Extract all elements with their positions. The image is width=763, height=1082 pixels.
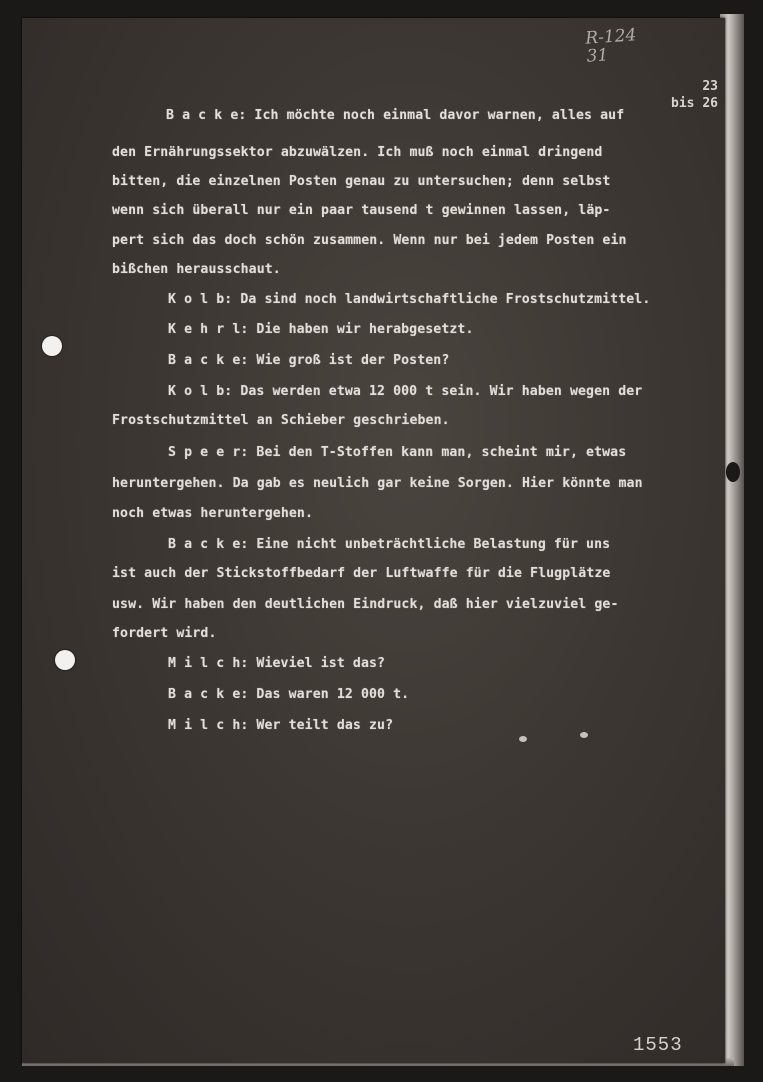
punch-hole-top (42, 336, 62, 356)
text-line-20: B a c k e: Das waren 12 000 t. (168, 687, 410, 702)
page-range (648, 78, 718, 112)
paper-edge-notch (726, 462, 740, 482)
text-line-3: bitten, die einzelnen Posten genau zu untersuchen; denn selbst (112, 174, 611, 189)
text-line-2: den Ernährungssektor abzuwälzen. Ich muß noch einmal dringend (112, 145, 603, 160)
paper-speck (519, 736, 527, 742)
page-stamp-number: 1553 (633, 1034, 683, 1056)
text-line-11: Frostschutzmittel an Schieber geschrieben. (112, 413, 450, 428)
page-range-end: bis 26 (671, 96, 718, 111)
text-line-12: S p e e r: Bei den T-Stoffen kann man, scheint mir, etwas (168, 445, 627, 460)
paper-speck (580, 732, 588, 738)
text-line-16: ist auch der Stickstoffbedarf der Luftwaffe für die Flugplätze (112, 566, 611, 581)
text-line-10: K o l b: Das werden etwa 12 000 t sein. Wir haben wegen der (168, 384, 643, 399)
text-line-4: wenn sich überall nur ein paar tausend t gewinnen lassen, läp- (112, 203, 611, 218)
text-line-9: B a c k e: Wie groß ist der Posten? (168, 353, 450, 368)
text-line-14: noch etwas heruntergehen. (112, 506, 313, 521)
text-line-13: heruntergehen. Da gab es neulich gar keine Sorgen. Hier könnte man (112, 476, 643, 491)
punch-hole-bottom (55, 650, 75, 670)
text-line-1: B a c k e: Ich möchte noch einmal davor warnen, alles auf (166, 108, 625, 123)
text-line-18: fordert wird. (112, 626, 217, 641)
text-line-15: B a c k e: Eine nicht unbeträchtliche Belastung für uns (168, 537, 611, 552)
text-line-19: M i l c h: Wieviel ist das? (168, 656, 386, 671)
text-line-5: pert sich das doch schön zusammen. Wenn nur bei jedem Posten ein (112, 233, 627, 248)
handwritten-archive-mark: R-124 31 (584, 25, 638, 67)
text-line-7: K o l b: Da sind noch landwirtschaftliche Frostschutzmittel. (168, 292, 651, 307)
page-range-start: 23 (702, 79, 718, 94)
text-line-17: usw. Wir haben den deutlichen Eindruck, daß hier vielzuviel ge- (112, 597, 619, 612)
text-line-6: bißchen herausschaut. (112, 262, 281, 277)
text-line-21: M i l c h: Wer teilt das zu? (168, 718, 394, 733)
text-line-8: K e h r l: Die haben wir herabgesetzt. (168, 322, 474, 337)
